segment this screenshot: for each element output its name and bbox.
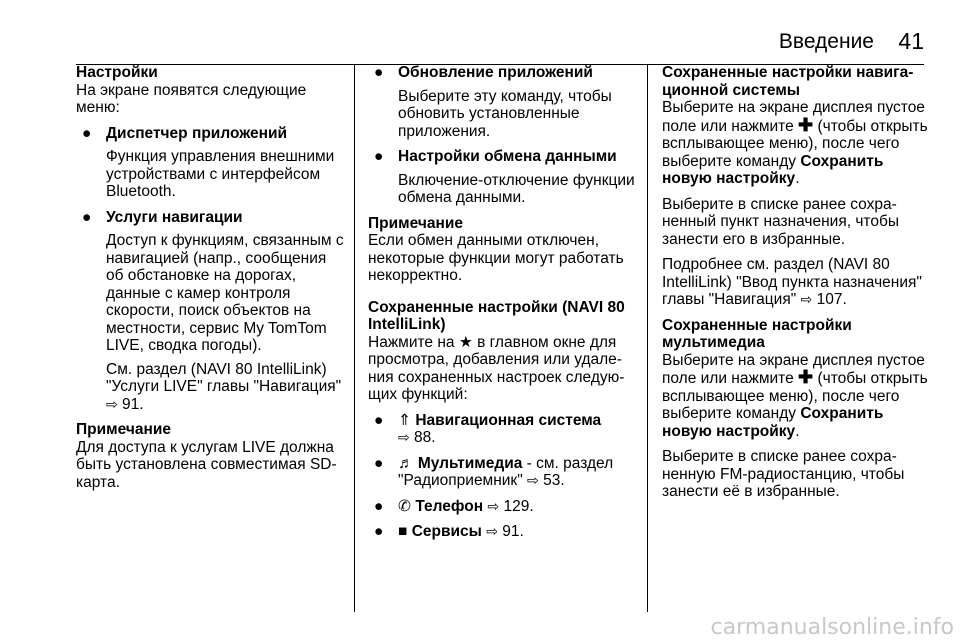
paragraph-text: Выберите на экране дисплея пустое поле или нажмите	[662, 351, 925, 387]
list-item	[368, 498, 638, 516]
bullet-icon: ●	[374, 64, 384, 81]
saved-text-a: Нажмите на	[368, 333, 455, 351]
section-heading: Настройки	[76, 64, 158, 81]
item-title: Телефон	[415, 497, 484, 515]
item-title: Навигационная система	[415, 411, 602, 429]
plus-icon: ✚	[798, 114, 814, 135]
column-2	[368, 64, 638, 549]
reference-page: 107.	[816, 291, 847, 308]
note-title: Примечание	[76, 421, 171, 438]
reference-page: 91.	[122, 395, 144, 413]
item-title: Обновление приложений	[398, 64, 593, 81]
item-title: Мультимедиа	[417, 454, 523, 472]
reference-page: 53.	[543, 472, 565, 489]
saved-text-b: в главном окне для просмотра, добавления или удаления сохраненных настроек следующих функций:	[368, 333, 625, 403]
list-item	[76, 125, 348, 201]
item-title: Услуги навигации	[106, 208, 243, 226]
bullet-icon: ●	[374, 411, 384, 429]
list-item	[368, 412, 638, 447]
list-item	[368, 455, 638, 490]
bullet-icon: ●	[374, 523, 384, 540]
page-number: 41	[898, 28, 924, 54]
item-text: Функция управления внешними устройствами с интерфейсом Bluetooth.	[106, 148, 335, 200]
section-heading: Сохраненные настройки навигационной системы	[662, 64, 914, 99]
section-heading: Сохраненные настройки мультимедиа	[662, 316, 852, 351]
bullet-icon: ●	[82, 124, 92, 142]
reference-page: 129.	[503, 497, 534, 515]
page-ref-icon: ⇨	[800, 291, 813, 307]
page-ref-icon: ⇨	[106, 395, 118, 412]
multimedia-icon: ♬	[398, 454, 414, 472]
bullet-icon: ●	[374, 148, 384, 165]
plus-icon: ✚	[798, 367, 814, 387]
bullet-icon: ●	[374, 497, 384, 515]
item-reference	[106, 361, 348, 414]
list-item	[368, 148, 638, 207]
item-title: Сервисы	[411, 523, 482, 540]
command-label: Сохранить новую настройку	[662, 405, 884, 440]
reference-text: См. раздел (NAVI 80 IntelliLink) "Услуги LIVE" главы "Навигация"	[106, 360, 342, 395]
bullet-icon: ●	[374, 454, 384, 472]
paragraph-text: Выберите на экране дисплея пустое поле или нажмите	[662, 99, 925, 135]
reference-page: 88.	[414, 429, 436, 446]
note-text: Для доступа к услугам LIVE должна быть установлена совместимая SD-карта.	[76, 438, 337, 491]
paragraph-text: (чтобы открыть всплывающее меню), после чего выберите команду	[662, 370, 928, 422]
watermark: carmanualsonline.info	[710, 615, 954, 640]
item-text: Доступ к функциям, связанным с навигацией (напр., сообщения об обстановке на дорогах, данные с камер контроля скорости, поиск объектов на местности, сервис My TomTom LIVE, сводка погоды).	[106, 232, 344, 354]
command-label: Сохранить новую настройку	[662, 152, 884, 187]
services-icon: ■	[398, 523, 408, 540]
page-title: Введение	[778, 30, 874, 53]
paragraph-text: (чтобы открыть всплывающее меню), после чего выберите команду	[662, 117, 928, 170]
item-title: Настройки обмена данными	[398, 148, 617, 165]
column-3	[662, 64, 930, 509]
section-heading: Сохраненные настройки (NAVI 80 IntelliLink)	[368, 298, 625, 333]
item-title: Диспетчер приложений	[106, 124, 288, 142]
phone-icon: ✆	[398, 497, 411, 515]
page-ref-icon: ⇨	[398, 429, 410, 445]
intro-text: На экране появятся следующие меню:	[76, 81, 307, 116]
column-divider	[647, 64, 648, 612]
column-1	[76, 64, 348, 491]
page-header	[0, 22, 960, 62]
item-text: Выберите эту команду, чтобы обновить установленные приложения.	[398, 87, 612, 140]
bullet-icon: ●	[82, 208, 92, 226]
paragraph: Выберите в списке ранее сохраненный пункт назначения, чтобы занести его в избранные.	[662, 195, 899, 248]
paragraph: Выберите на экране дисплея пустое поле или нажмите ✚ (чтобы открыть всплывающее меню), после чего выберите команду Сохранить новую настройку.	[662, 99, 928, 187]
page-ref-icon: ⇨	[486, 523, 498, 539]
list-item	[368, 523, 638, 541]
note-text: Если обмен данными отключен, некоторые функции могут работать некорректно.	[368, 232, 624, 284]
paragraph-text: Подробнее см. раздел (NAVI 80 IntelliLink) "Ввод пункта назначения" главы "Навигация"	[662, 256, 922, 308]
list-item	[76, 209, 348, 414]
list-item	[368, 64, 638, 140]
paragraph: Выберите в списке ранее сохраненную FM-радиостанцию, чтобы занести её в избранные.	[662, 448, 905, 500]
item-text: - см. раздел "Радиоприемник"	[398, 454, 614, 489]
star-icon: ★	[458, 333, 473, 351]
reference-page: 91.	[502, 523, 524, 540]
note-title: Примечание	[368, 214, 463, 232]
paragraph	[662, 256, 930, 309]
navigation-icon: ⇑	[398, 411, 411, 429]
saved-text	[368, 334, 638, 404]
column-divider	[354, 64, 355, 612]
page-ref-icon: ⇨	[527, 472, 539, 488]
paragraph: Выберите на экране дисплея пустое поле или нажмите ✚ (чтобы открыть всплывающее меню), после чего выберите команду Сохранить новую настройку.	[662, 351, 928, 440]
page-ref-icon: ⇨	[487, 497, 500, 514]
item-text: Включение-отключение функции обмена данными.	[398, 171, 635, 206]
